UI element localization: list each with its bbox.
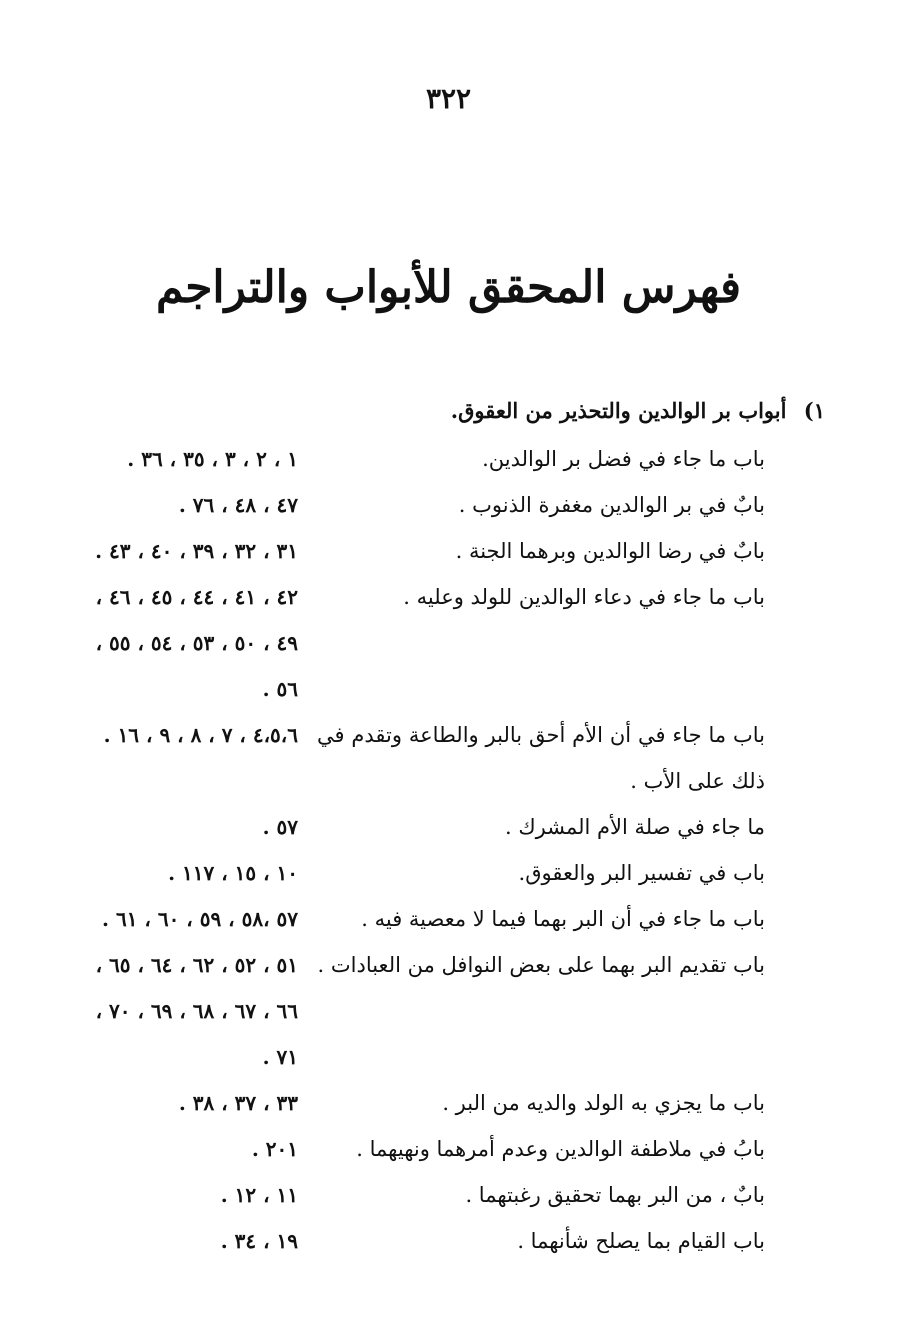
entry-refs (52, 896, 298, 942)
entry-ref-line: ٢٠١ . (251, 1137, 298, 1161)
entry-ref-line: ٥٧ . (262, 815, 298, 839)
entry-ref-line: ٤٧ ، ٤٨ ، ٧٦ . (178, 493, 298, 517)
entry-ref-line: ٦٦ ، ٦٧ ، ٦٨ ، ٦٩ ، ٧٠ ، (95, 999, 298, 1023)
entry-refs (52, 528, 298, 574)
entry-ref-line: ١ ، ٢ ، ٣ ، ٣٥ ، ٣٦ . (127, 447, 298, 471)
entry-ref-line: ٥٦ . (262, 677, 298, 701)
entry-title: بابٌ في بر الوالدين مغفرة الذنوب . (458, 493, 765, 517)
section-heading-text: أبواب بر الوالدين والتحذير من العقوق. (450, 398, 787, 423)
entry-refs (52, 574, 298, 712)
entry-ref-line: ٧١ . (262, 1045, 298, 1069)
index-entries (0, 436, 897, 1316)
section-number: ١) (803, 398, 825, 423)
entry-refs (52, 482, 298, 528)
entry-title: باب القيام بما يصلح شأنهما . (517, 1229, 765, 1253)
entry-title: باب ما يجزي به الولد والديه من البر . (442, 1091, 765, 1115)
page-number: ٣٢٢ (425, 82, 472, 115)
section-heading (451, 398, 825, 423)
entry-title: باب في تفسير البر والعقوق. (518, 861, 765, 885)
page-title: فهرس المحقق للأبواب والتراجم (155, 262, 742, 313)
entry-title: باب ما جاء في فضل بر الوالدين. (482, 447, 765, 471)
entry-refs (52, 804, 298, 850)
entry-ref-line: ١٠ ، ١٥ ، ١١٧ . (168, 861, 298, 885)
entry-ref-line: ١١ ، ١٢ . (220, 1183, 298, 1207)
entry-refs (52, 1172, 298, 1218)
entry-ref-line: ٤٢ ، ٤١ ، ٤٤ ، ٤٥ ، ٤٦ ، (95, 585, 298, 609)
entry-title: باب تقديم البر بهما على بعض النوافل من العبادات . (317, 953, 765, 977)
entry-ref-line: ٤٩ ، ٥٠ ، ٥٣ ، ٥٤ ، ٥٥ ، (95, 631, 298, 655)
entry-refs (52, 1218, 298, 1264)
entry-ref-line: ٣١ ، ٣٢ ، ٣٩ ، ٤٠ ، ٤٣ . (95, 539, 298, 563)
entry-ref-line: ٣٣ ، ٣٧ ، ٣٨ . (178, 1091, 298, 1115)
entry-title: باب ما جاء في أن الأم أحق بالبر والطاعة وتقدم في ذلك على الأب . (317, 723, 765, 793)
entry-title: ما جاء في صلة الأم المشرك . (504, 815, 765, 839)
entry-refs (52, 436, 298, 482)
entry-refs (52, 850, 298, 896)
entry-title: بابٌ ، من البر بهما تحقيق رغبتهما . (465, 1183, 765, 1207)
entry-refs (52, 1080, 298, 1126)
entry-ref-line: ٥٧ ،٥٨ ، ٥٩ ، ٦٠ ، ٦١ . (102, 907, 298, 931)
entry-title: باب ما جاء في أن البر بهما فيما لا معصية فيه . (361, 907, 765, 931)
entry-refs (52, 942, 298, 1080)
entry-refs (52, 1126, 298, 1172)
entry-ref-line: ٥١ ، ٥٢ ، ٦٢ ، ٦٤ ، ٦٥ ، (95, 953, 298, 977)
entry-refs (52, 712, 298, 758)
entry-title: باب ما جاء في دعاء الوالدين للولد وعليه . (403, 585, 765, 609)
entry-ref-line: ٤،٥،٦ ، ٧ ، ٨ ، ٩ ، ١٦ . (103, 723, 298, 747)
entry-title: بابُ في ملاطفة الوالدين وعدم أمرهما ونهيهما . (356, 1137, 765, 1161)
entry-ref-line: ١٩ ، ٣٤ . (220, 1229, 298, 1253)
entry-title: بابٌ في رضا الوالدين وبرهما الجنة . (455, 539, 765, 563)
